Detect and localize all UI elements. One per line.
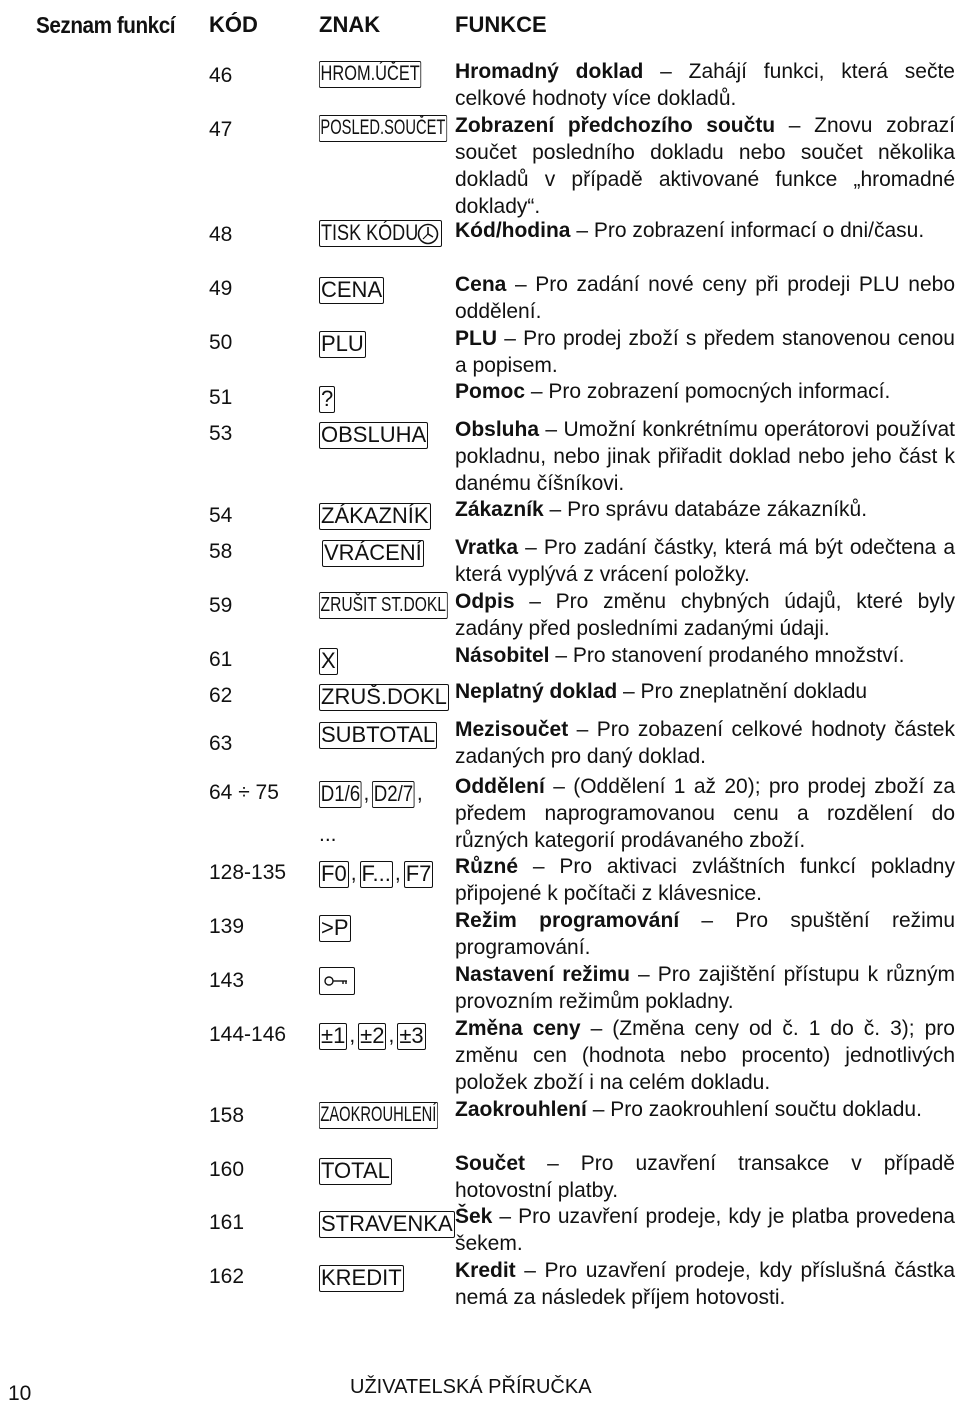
key-total: TOTAL <box>321 1158 390 1183</box>
row-code: 49 <box>209 277 233 300</box>
row-code: 64 ÷ 75 <box>209 781 279 804</box>
row-description <box>455 217 955 244</box>
key-d2-7: D2/7 <box>374 781 414 806</box>
row-code: 59 <box>209 594 233 617</box>
row-code: 48 <box>209 223 233 246</box>
row-description <box>455 1203 955 1257</box>
row-text: – (Změna ceny od č. 1 do č. 3); pro změnu cen (hodnota nebo procento) jednotlivých položek zboží i na celém dokladu. <box>455 1017 955 1094</box>
key-zrusit-st-dokl: ZRUŠIT ST.DOKL <box>319 592 448 619</box>
row-description <box>455 325 955 379</box>
key-obsluha: OBSLUHA <box>321 422 427 447</box>
row-text: – Pro zobrazení informací o dni/času. <box>570 219 925 242</box>
row-description <box>455 112 955 220</box>
row-title: Zákazník <box>455 498 544 521</box>
row-description <box>455 534 955 588</box>
row-description <box>455 773 955 854</box>
row-text: – Pro spuštění režimu programování. <box>455 909 955 959</box>
row-title: Neplatný doklad <box>455 680 618 703</box>
row-description <box>455 961 955 1015</box>
key-zakaznik: ZÁKAZNÍK <box>321 503 429 528</box>
row-title: Mezisoučet <box>455 718 569 741</box>
row-description <box>455 58 955 112</box>
row-title: Pomoc <box>455 380 526 403</box>
row-description <box>455 853 955 907</box>
clock-icon <box>417 223 439 245</box>
more-keys: ... <box>319 823 337 846</box>
row-title: Kód/hodina <box>455 219 571 242</box>
separator: , <box>416 782 423 806</box>
row-code: 54 <box>209 504 233 527</box>
row-description <box>455 716 955 770</box>
row-code: 58 <box>209 540 233 563</box>
row-title: PLU <box>455 327 497 350</box>
row-text: – Pro zneplatnění dokladu <box>617 680 868 703</box>
row-description <box>455 271 955 325</box>
row-code: 51 <box>209 386 233 409</box>
section-title: Seznam funkcí <box>36 12 176 38</box>
row-text: – Pro změnu chybných údajů, které byly zadány před posledními zadanými údaji. <box>455 590 955 640</box>
row-title: Násobitel <box>455 644 550 667</box>
row-text: – Pro zadání nové ceny při prodeji PLU nebo oddělení. <box>455 273 955 323</box>
row-description <box>455 907 955 961</box>
separator: , <box>363 782 370 806</box>
footer-title: UŽIVATELSKÁ PŘÍRUČKA <box>350 1376 592 1398</box>
key-hrom-ucet: HROM.ÚČET <box>319 61 421 88</box>
key-plu: PLU <box>321 331 364 356</box>
key-stravenka: STRAVENKA <box>321 1211 453 1236</box>
row-text: – (Oddělení 1 až 20); pro prodej zboží za předem naprogramovanou cenu a rozdělení do různých kategorií prodávaného zboží. <box>455 775 955 852</box>
key-subtotal: SUBTOTAL <box>321 722 436 747</box>
row-code: 143 <box>209 969 245 992</box>
row-code: 63 <box>209 732 233 755</box>
row-text: – Pro zaokrouhlení součtu dokladu. <box>586 1098 922 1121</box>
row-title: Změna ceny <box>455 1017 581 1040</box>
key-help: ? <box>321 386 334 411</box>
key-kredit: KREDIT <box>321 1265 402 1290</box>
key-f0: F0 <box>321 861 347 886</box>
key-plus-minus-1: ±1 <box>321 1023 346 1048</box>
row-title: Obsluha <box>455 418 540 441</box>
separator: , <box>388 1024 395 1048</box>
row-code: 162 <box>209 1265 245 1288</box>
row-text: – Pro správu databáze zákazníků. <box>543 498 868 521</box>
row-description <box>455 496 955 523</box>
row-code: 62 <box>209 684 233 707</box>
row-title: Režim programování <box>455 909 680 932</box>
key-tisk-kodu: TISK KÓDU <box>319 220 442 247</box>
separator: , <box>349 1024 356 1048</box>
key-icon <box>321 969 351 993</box>
row-code: 161 <box>209 1211 245 1234</box>
row-text: – Pro uzavření prodeje, kdy příslušná částka nemá za následek příjem hotovosti. <box>455 1259 955 1309</box>
row-code: 46 <box>209 64 233 87</box>
row-text: – Znovu zobrazí součet posledního dokladu nebo součet několika dokladů v případě aktivované funkce „hromadné doklady“. <box>455 114 955 218</box>
row-text: – Zahájí funkci, která sečte celkové hodnoty více dokladů. <box>455 60 955 110</box>
header-funkce: FUNKCE <box>455 12 547 37</box>
row-description <box>455 378 955 405</box>
row-description <box>455 1096 955 1123</box>
row-description <box>455 1257 955 1311</box>
row-text: – Pro zajištění přístupu k různým provozním režimům pokladny. <box>455 963 955 1013</box>
row-text: – Umožní konkrétnímu operátorovi používat pokladnu, nebo jinak přiřadit doklad nebo jeho část k danému číšníkovi. <box>455 418 955 495</box>
row-title: Zobrazení předchozího součtu <box>455 114 776 137</box>
row-title: Hromadný doklad <box>455 60 644 83</box>
row-title: Oddělení <box>455 775 545 798</box>
row-code: 128-135 <box>209 861 287 884</box>
row-code: 158 <box>209 1104 245 1127</box>
row-text: – Pro stanovení prodaného množství. <box>549 644 905 667</box>
key-d1-6: D1/6 <box>320 781 361 806</box>
row-code: 53 <box>209 422 233 445</box>
row-text: – Pro prodej zboží s předem stanovenou cenou a popisem. <box>455 327 955 377</box>
key-zaokrouhleni: ZAOKROUHLENÍ <box>319 1102 438 1129</box>
key-cena: CENA <box>321 277 383 302</box>
row-description <box>455 1150 955 1204</box>
key-f-more: F... <box>361 861 391 886</box>
row-title: Zaokrouhlení <box>455 1098 587 1121</box>
row-title: Odpis <box>455 590 515 613</box>
row-title: Cena <box>455 273 507 296</box>
key-multiply: X <box>321 648 336 673</box>
key-mode-switch <box>319 967 355 995</box>
key-plus-minus-3: ±3 <box>399 1023 424 1048</box>
row-description <box>455 678 955 705</box>
separator: , <box>394 862 401 886</box>
row-title: Různé <box>455 855 518 878</box>
row-title: Vratka <box>455 536 519 559</box>
row-text: – Pro aktivaci zvláštních funkcí pokladny připojené k počítači z klávesnice. <box>455 855 955 905</box>
row-code: 61 <box>209 648 233 671</box>
key-vraceni: VRÁCENÍ <box>324 540 422 565</box>
row-description <box>455 588 955 642</box>
row-title: Nastavení režimu <box>455 963 630 986</box>
row-description <box>455 1015 955 1096</box>
key-posled-soucet: POSLED.SOUČET <box>319 115 447 142</box>
row-code: 160 <box>209 1158 245 1181</box>
row-title: Šek <box>455 1205 493 1228</box>
header-kod: KÓD <box>209 12 258 37</box>
row-text: – Pro zobrazení pomocných informací. <box>525 380 891 403</box>
header-znak: ZNAK <box>319 12 381 37</box>
row-title: Součet <box>455 1152 526 1175</box>
row-text: – Pro zobazení celkové hodnoty částek zadaných pro daný doklad. <box>455 718 955 768</box>
row-code: 50 <box>209 331 233 354</box>
key-zrus-dokl: ZRUŠ.DOKL <box>321 684 447 709</box>
row-code: 144-146 <box>209 1023 287 1046</box>
key-program: >P <box>321 915 349 940</box>
row-description <box>455 416 955 497</box>
row-code: 47 <box>209 118 233 141</box>
row-text: – Pro uzavření prodeje, kdy je platba provedena šekem. <box>455 1205 955 1255</box>
row-text: – Pro uzavření transakce v případě hotovostní platby. <box>455 1152 955 1202</box>
separator: , <box>350 862 357 886</box>
page-number: 10 <box>8 1382 32 1405</box>
key-plus-minus-2: ±2 <box>360 1023 385 1048</box>
row-text: – Pro zadání částky, která má být odečtena a která vyplývá z vrácení položky. <box>455 536 955 586</box>
row-description <box>455 642 955 669</box>
key-f7: F7 <box>405 861 432 886</box>
row-title: Kredit <box>455 1259 516 1282</box>
row-code: 139 <box>209 915 245 938</box>
